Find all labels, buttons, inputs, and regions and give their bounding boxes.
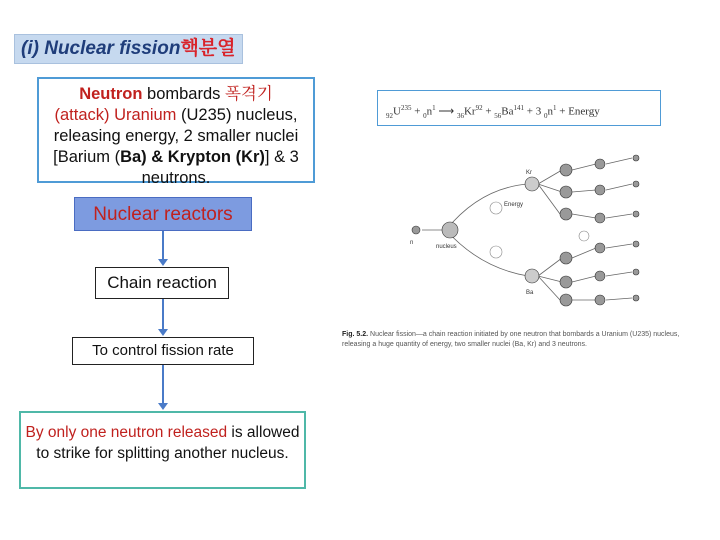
- eq-neutron: n: [426, 105, 433, 118]
- neutron-box-text: [40, 84, 312, 189]
- eq-plus-1: +: [411, 105, 424, 118]
- chain-reaction-box: Chain reaction: [95, 267, 229, 299]
- one-neutron-box: [19, 411, 306, 489]
- only-one-rest-text: is allowed to strike for splitting another nucleus.: [36, 424, 300, 462]
- figure-energy-label: Energy: [504, 202, 524, 208]
- connector-line-3: [162, 365, 164, 404]
- neutron-text-1: bombards: [142, 85, 225, 103]
- eq-uranium-sup: 235: [400, 104, 412, 112]
- figure-kr-label: Kr: [526, 170, 532, 176]
- neutron-text-4: ) &: [141, 148, 168, 166]
- neutron-word: Neutron: [79, 85, 143, 103]
- eq-barium: Ba: [501, 105, 514, 118]
- slide-title: [14, 34, 243, 64]
- fission-equation: [377, 90, 661, 126]
- korean-bombard: 폭격기: [224, 85, 273, 103]
- neutron-text-3: (U235) nucleus, releasing energy, 2 smaller nuclei [Barium (: [53, 106, 299, 166]
- eq-kr-sub: 36: [456, 111, 464, 120]
- ba-nucleus: [525, 269, 539, 283]
- eq-plus-2: +: [482, 105, 495, 118]
- eq-arrow: ⟶: [435, 105, 457, 118]
- eq-n2-sup: 1: [552, 104, 557, 112]
- connector-arrow-2: [158, 329, 168, 336]
- caption-body: Nuclear fission—a chain reaction initiated by one neutron that bombards a Uranium (U235) nucleus, releasing a huge quantity of energy, two smaller nuclei (Ba, Kr) and 3 neutrons.: [342, 331, 680, 348]
- eq-n-sup: 1: [432, 104, 436, 112]
- kr-nucleus: [525, 177, 539, 191]
- only-one-red-text: By only one neutron released: [25, 424, 228, 441]
- connector-line-2: [162, 299, 164, 330]
- figure-n-label: n: [410, 240, 414, 246]
- nuclear-reactors-box: Nuclear reactors: [74, 197, 252, 231]
- eq-krypton: Kr: [463, 105, 476, 118]
- title-paren-open: (: [21, 38, 28, 59]
- neutron-particle: [412, 226, 420, 234]
- eq-n-sub: 0: [423, 111, 427, 120]
- title-roman: i: [27, 38, 33, 59]
- caption-head: Fig. 5.2.: [342, 331, 369, 338]
- connector-arrow-1: [158, 259, 168, 266]
- eq-neutron-2: n: [547, 105, 553, 118]
- connector-line-1: [162, 231, 164, 260]
- control-fission-box: To control fission rate: [72, 337, 254, 365]
- uranium-nucleus: [442, 222, 458, 238]
- figure-caption: [342, 330, 698, 350]
- eq-ba-sub: 56: [494, 111, 502, 120]
- eq-ba-sup: 141: [513, 104, 525, 112]
- eq-n2-sub: 0: [543, 111, 548, 120]
- eq-uranium: U: [393, 105, 401, 118]
- neutron-bombard-box: [37, 77, 315, 187]
- eq-kr-sup: 92: [475, 104, 483, 112]
- chain-reaction-figure: [400, 148, 670, 308]
- title-korean: 핵분열: [180, 38, 236, 59]
- figure-ba-label: Ba: [526, 290, 534, 296]
- eq-plus-4: + Energy: [556, 105, 600, 118]
- title-text: Nuclear fission: [38, 38, 181, 59]
- title-paren-close: ): [32, 38, 39, 59]
- connector-arrow-3: [158, 403, 168, 410]
- eq-plus-3: + 3: [524, 105, 544, 118]
- krypton-label: Krypton (Kr): [167, 148, 265, 166]
- neutron-text-5: ] & 3 neutrons.: [141, 148, 299, 187]
- eq-u-mass-number: 92: [386, 111, 393, 120]
- energy-burst: [490, 202, 502, 214]
- barium-symbol: Ba: [120, 148, 142, 166]
- attack-uranium: (attack) Uranium: [54, 106, 177, 124]
- figure-nucleus-label: nucleus: [436, 244, 457, 250]
